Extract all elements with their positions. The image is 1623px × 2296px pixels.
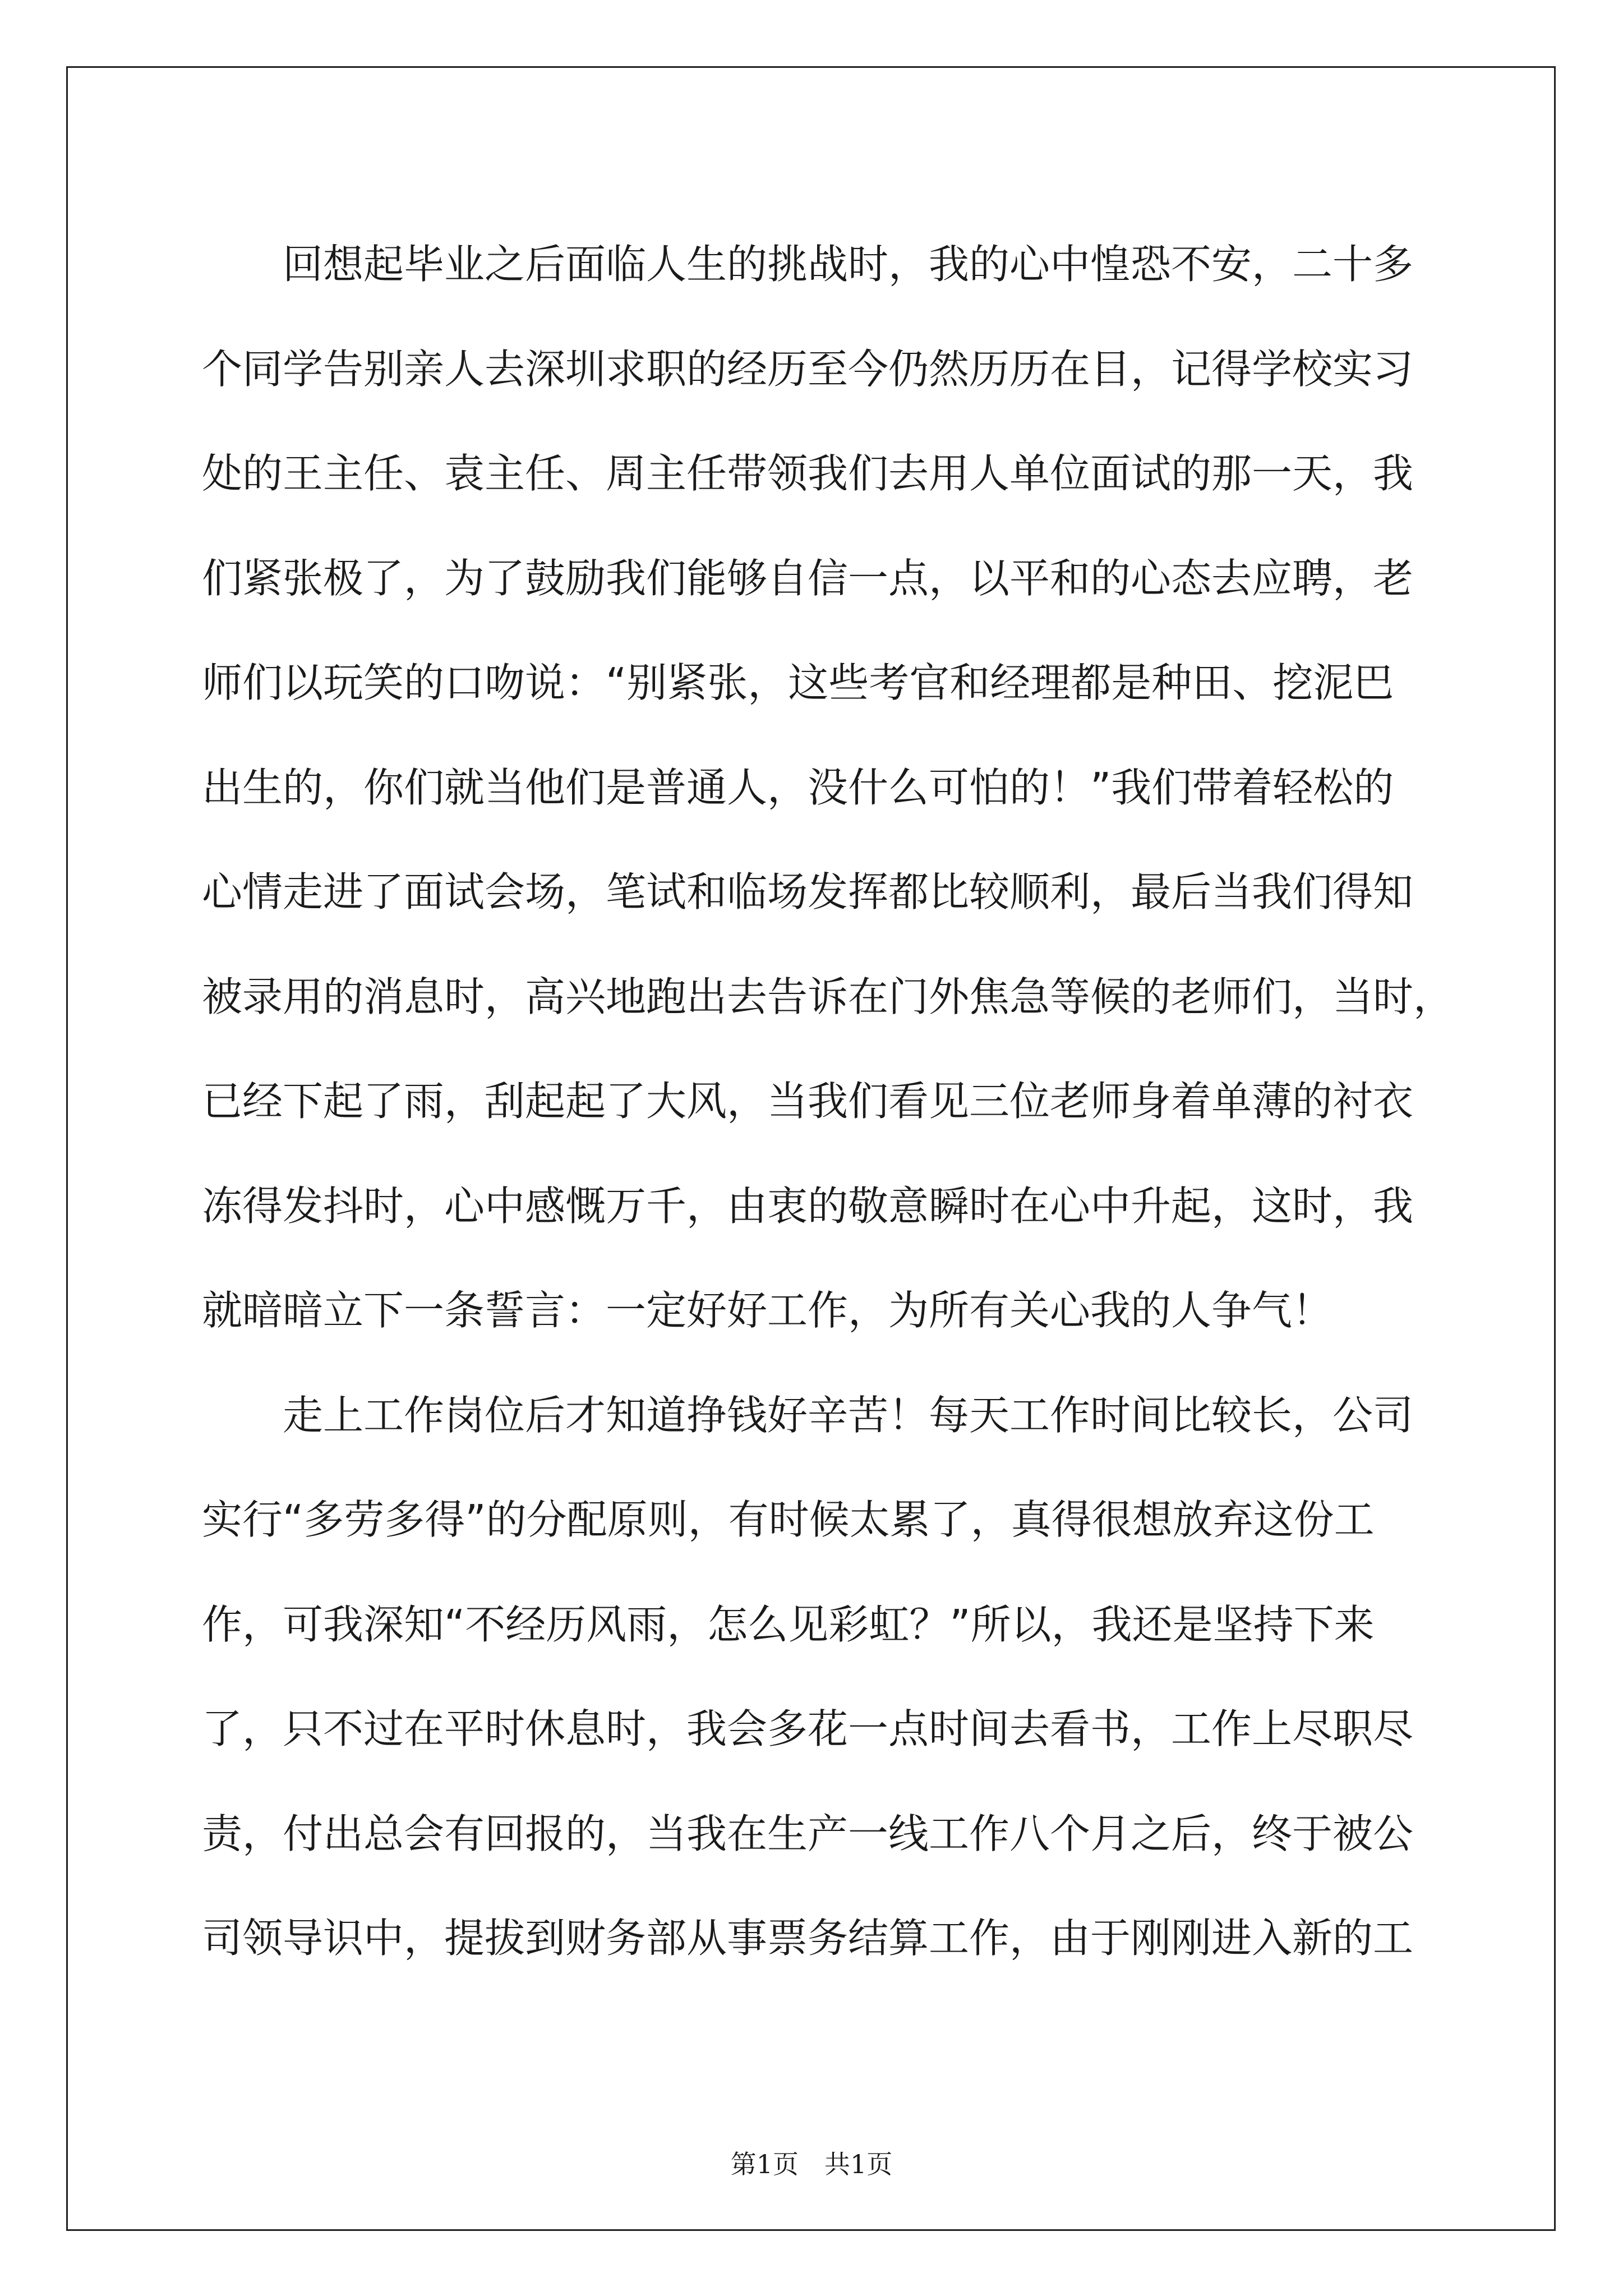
text-line: 师们以玩笑的口吻说：“别紧张，这些考官和经理都是种田、挖泥巴: [202, 659, 1394, 706]
document-body: [202, 212, 1454, 1991]
text-line: 个同学告别亲人去深圳求职的经历至今仍然历历在目，记得学校实习: [202, 345, 1414, 393]
page-number: 第1页: [730, 2149, 799, 2179]
text-line: 司领导识中，提拔到财务部从事票务结算工作，由于刚刚进入新的工: [202, 1915, 1414, 1962]
text-line: 心情走进了面试会场，笔试和临场发挥都比较顺利，最后当我们得知: [202, 868, 1414, 915]
text-line: 被录用的消息时，高兴地跑出去告诉在门外焦急等候的老师们，当时，: [202, 973, 1454, 1020]
page-footer: [0, 2144, 1623, 2181]
text-line: 责，付出总会有回报的，当我在生产一线工作八个月之后，终于被公: [202, 1810, 1414, 1857]
text-line: 已经下起了雨，刮起起了大风，当我们看见三位老师身着单薄的衬衣: [202, 1078, 1414, 1125]
text-line: 们紧张极了，为了鼓励我们能够自信一点，以平和的心态去应聘，老: [202, 554, 1414, 602]
text-line: 回想起毕业之后面临人生的挑战时，我的心中惶恐不安，二十多: [202, 241, 1414, 288]
text-line: 就暗暗立下一条誓言：一定好好工作，为所有关心我的人争气！: [202, 1287, 1333, 1334]
text-line: 走上工作岗位后才知道挣钱好辛苦！每天工作时间比较长，公司: [202, 1391, 1414, 1439]
text-line: 了，只不过在平时休息时，我会多花一点时间去看书，工作上尽职尽: [202, 1705, 1414, 1752]
page-total: 共1页: [824, 2149, 893, 2179]
text-line: 实行“多劳多得”的分配原则，有时候太累了，真得很想放弃这份工: [202, 1496, 1375, 1543]
text-line: 出生的，你们就当他们是普通人，没什么可怕的！”我们带着轻松的: [202, 763, 1394, 811]
text-line: 处的王主任、袁主任、周主任带领我们去用人单位面试的那一天，我: [202, 450, 1414, 497]
text-line: 作，可我深知“不经历风雨，怎么见彩虹？”所以，我还是坚持下来: [202, 1600, 1375, 1648]
text-line: 冻得发抖时，心中感慨万千，由衷的敬意瞬时在心中升起，这时，我: [202, 1182, 1414, 1230]
